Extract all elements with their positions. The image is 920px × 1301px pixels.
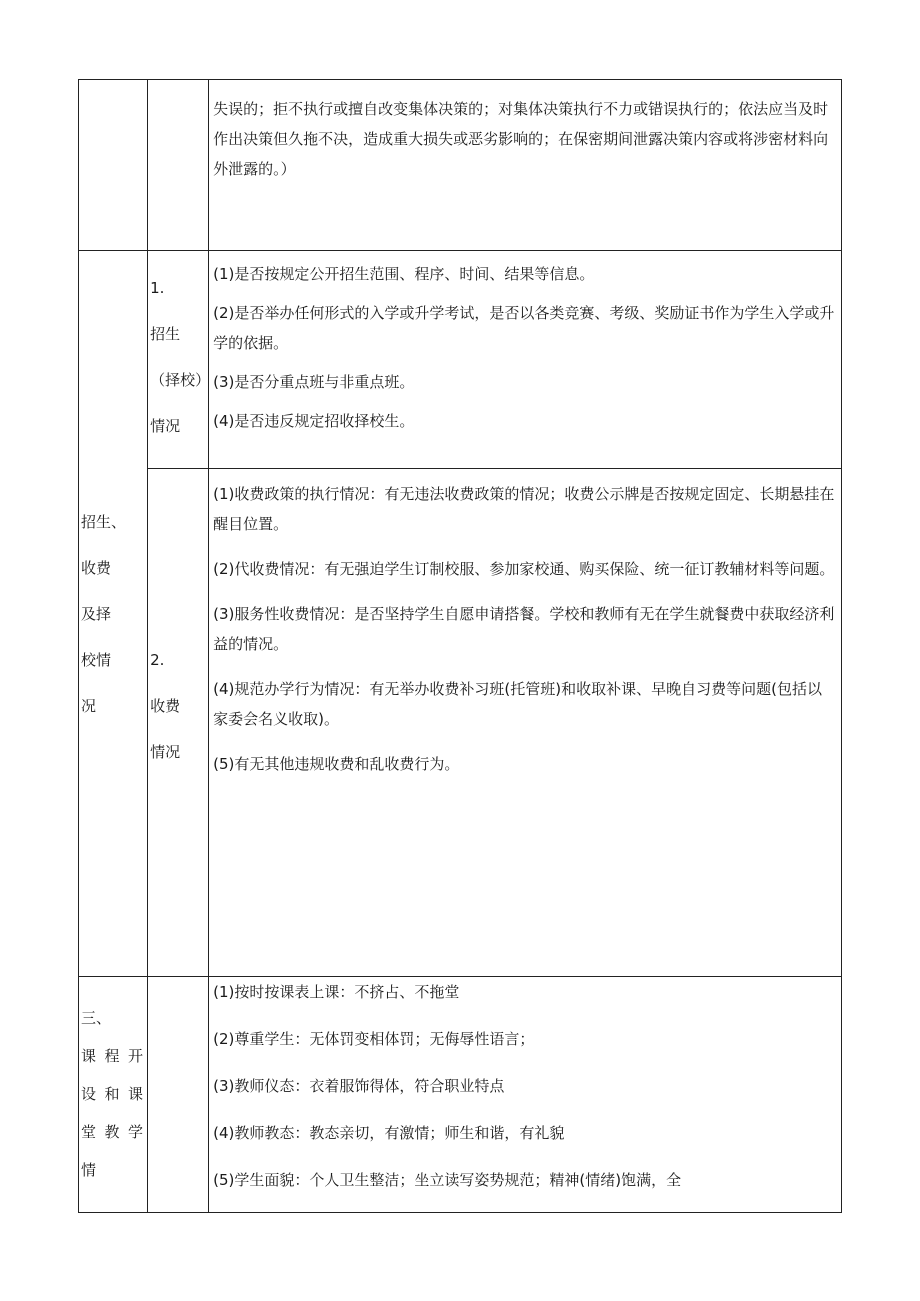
fees-content-cell	[209, 469, 842, 977]
fees-label-cell	[148, 469, 209, 977]
label-line: 2.	[150, 651, 165, 669]
subcategory-cell	[148, 80, 209, 251]
label-line: 1.	[150, 279, 165, 297]
list-item: (2)代收费情况：有无强迫学生订制校服、参加家校通、购买保险、统一征订教辅材料等问题。	[213, 560, 835, 578]
list-item: (5)有无其他违规收费和乱收费行为。	[213, 755, 460, 773]
enrollment-label	[148, 251, 211, 441]
label-line: 况	[81, 697, 97, 715]
label-line: 课程开	[81, 1047, 143, 1065]
table-row	[79, 251, 842, 469]
section-3-label	[79, 977, 147, 1185]
fees-label	[148, 469, 208, 767]
list-item: (1)是否按规定公开招生范围、程序、时间、结果等信息。	[213, 265, 595, 283]
list-item: (2)是否举办任何形式的入学或升学考试，是否以各类竞赛、考级、奖励证书作为学生入学或升学的依据。	[213, 304, 835, 352]
label-line: 情	[81, 1161, 97, 1179]
list-item: (4)规范办学行为情况：有无举办收费补习班(托管班)和收取补课、早晚自习费等问题(包括以家委会名义收取)。	[213, 680, 822, 728]
enrollment-content-cell	[209, 251, 842, 469]
list-item: (1)按时按课表上课：不挤占、不拖堂	[213, 983, 460, 1001]
table-row	[79, 80, 842, 251]
section-2-label-cell	[79, 251, 148, 977]
label-line: 堂教学	[81, 1123, 143, 1141]
enrollment-label-cell	[148, 251, 209, 469]
label-line: 收费	[150, 697, 181, 715]
label-line: 三、	[81, 1009, 112, 1027]
list-item: (1)收费政策的执行情况：有无违法收费政策的情况；收费公示牌是否按规定固定、长期悬挂在醒目位置。	[213, 485, 835, 533]
list-item: (3)是否分重点班与非重点班。	[213, 373, 415, 391]
label-line: 及择	[81, 605, 112, 623]
label-line: 情况	[150, 743, 181, 761]
label-line: 招生	[150, 325, 181, 343]
category-cell	[79, 80, 148, 251]
section-2-label	[79, 251, 147, 721]
continued-paragraph: 失误的；拒不执行或擅自改变集体决策的；对集体决策执行不力或错误执行的；依法应当及时作出决策但久拖不决，造成重大损失或恶劣影响的；在保密期间泄露决策内容或将涉密材料向外泄露的。）	[213, 100, 829, 178]
inspection-table	[78, 79, 842, 1213]
label-line: 情况	[150, 417, 181, 435]
list-item: (2)尊重学生：无体罚变相体罚；无侮辱性语言；	[213, 1030, 535, 1048]
teaching-content-cell	[209, 977, 842, 1213]
label-line: 设和课	[81, 1085, 143, 1103]
label-line: （择校）	[150, 371, 211, 389]
label-line: 招生、	[81, 513, 127, 531]
table-row	[79, 977, 842, 1213]
list-item: (3)教师仪态：衣着服饰得体，符合职业特点	[213, 1077, 505, 1095]
section-3-label-cell	[79, 977, 148, 1213]
content-cell	[209, 80, 842, 251]
label-line: 校情	[81, 651, 112, 669]
list-item: (5)学生面貌：个人卫生整洁；坐立读写姿势规范；精神(情绪)饱满，全	[213, 1171, 682, 1189]
list-item: (4)是否违反规定招收择校生。	[213, 412, 415, 430]
list-item: (3)服务性收费情况：是否坚持学生自愿申请搭餐。学校和教师有无在学生就餐费中获取经济利益的情况。	[213, 605, 835, 653]
list-item: (4)教师教态：教态亲切，有激情；师生和谐，有礼貌	[213, 1124, 565, 1142]
label-line: 收费	[81, 559, 112, 577]
subcategory-cell	[148, 977, 209, 1213]
table-row	[79, 469, 842, 977]
